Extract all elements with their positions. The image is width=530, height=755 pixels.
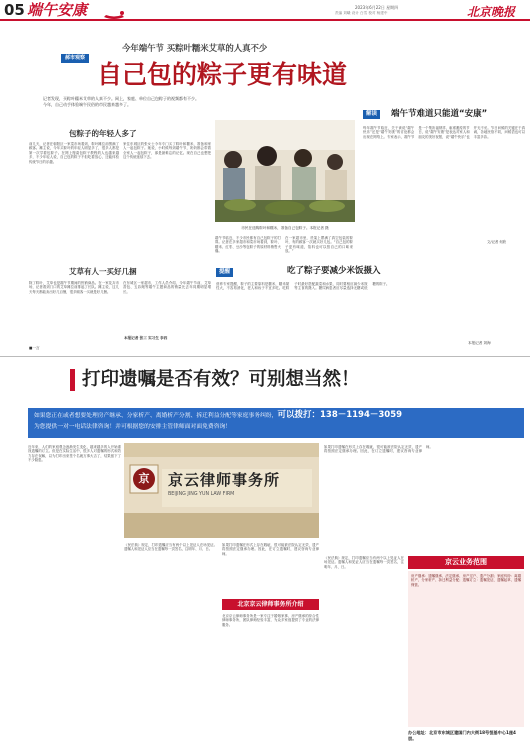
ad-separator (0, 356, 530, 357)
lede-line-1: 记者发现，买粽叶糯米艾草的人真不少。网上，家庭、单位自己包粽子的视频都有不少。 (43, 96, 199, 101)
masthead (0, 0, 530, 20)
ad-headline-text: 打印遗嘱是否有效？可别想当然！ (82, 369, 360, 390)
feature-lede (43, 96, 343, 108)
ad-article-column-5: 《民法典》规定，打印遗嘱应当有两个以上见证人在场见证。遗嘱人和见证人应当在遗嘱每一页签名，注明年、月、日。 (324, 556, 404, 569)
issue-date: 2023年6月22日 星期四 (355, 5, 399, 10)
feature-column-a: 端午节临近，不少市民都有自己包粽子的打算。记者在多家超市和菜市场看到，粽叶、糯米、红枣、豆沙等包粽子的原材料销售火爆。 (215, 236, 281, 254)
newspaper-brand: 北京晚报 (467, 5, 516, 19)
ad-article-column-2: 《民法典》规定，打印遗嘱应当有两个以上见证人在场见证。遗嘱人和见证人应当在遗嘱每一页签名，注明年、月、日。 (124, 543, 217, 552)
photo-caption: 市民在选购粽叶和糯米，准备自己包粽子。本报记者 摄 (241, 226, 329, 230)
ad-article-column-1: 近年来，人们的家庭观念逐渐发生变化，越来越多的人开始重视遗嘱的订立。但是在实际生活中，很多人对遗嘱的形式和效力存在误解，以为打印出来签个名就万事大吉了，结果留下了不少隐患。 (28, 445, 121, 463)
feature-column-b: 在一家超市里，货架上摆满了真空包装的粽叶，有的顾客一次就买好几包。“自己包的粽子更有味道，馅料也可以按自己的口味来放。” (285, 236, 353, 254)
sidebar-tag: 解读 (363, 110, 380, 119)
sub1-column-2: 家住东城区的张女士今年专门买了粽叶和糯米，准备和家人一起包粽子。她说，小时候每到端午节，奶奶都会带着全家人一起包粽子，那是最难忘的记忆。现在自己也想把这个传统延续下去。 (123, 142, 211, 160)
subhead-mugwort: 艾草有人一买好几捆 (69, 267, 137, 276)
ad-phone: 可以拨打：138－1194－3059 (277, 410, 403, 420)
dragon-boat-icon (103, 5, 125, 15)
sub1-column-1: 前几天，记者在朝阳区一家菜市场看到，粽叶摊位前围满了顾客。摊主说，今年买粽叶的年轻人明显多了，很多人都是第一次学着包粽子。在网上搜索包粽子教程的人也越来越多，不少年轻人说，自己包的粽子不但吃着放心，还能体验传统节日的乐趣。 (29, 142, 119, 164)
firm-intro-body: 北京京云律师事务所是一家专注于婚姻家事、房产继承的综合性律师事务所，团队律师经验丰富，为众多家庭提供了专业的法律服务。 (222, 614, 319, 627)
lede-line-2: 今年，自己动手体验端午民俗的市民越来越多了。 (43, 102, 131, 107)
business-scope-body: 房产继承：遗嘱继承、法定继承、房产过户、遗产分割；家庭纠纷：离婚析产、分家析产、拆迁利益分配；遗嘱订立：遗嘱见证、遗嘱起草、遗嘱保管。 (411, 574, 521, 587)
subhead-young-people: 包粽子的年轻人多了 (69, 129, 137, 138)
law-firm-name: 京云律师事务所 (168, 471, 281, 489)
editor-credits: 责编 刘曦 设计 白雪 校对 杨建中 (335, 11, 388, 15)
tips-tag: 提醒 (216, 268, 233, 277)
law-firm-logo: 京 (133, 468, 155, 490)
sidebar-body: 每年端午节临近，关于该说“端午快乐”还是“端午安康”的讨论都会出现在网络上。专家表示，端午节是一个集祈福纳祥、驱邪避疫的节日，说“端午安康”是表达对家人和朋友的美好祝愿，说“端午快乐”也并无不妥。节日问候的关键在于真诚，各地民俗不同，问候语也可以丰富多彩。 (363, 126, 525, 139)
firm-intro-title: 北京京云律师事务所介绍 (222, 599, 319, 610)
ad-consult-banner (28, 408, 524, 438)
ad-article-column-4: 如果打印遗嘱在形式上存在瑕疵，很可能被法院认定无效，遗产将按照法定继承办理。因此，在订立遗嘱时，建议咨询专业律师。 (324, 445, 433, 454)
ad-promo-tail: 为您提供一对一电话法律咨询！并可根据您的安排主管律师面对面免费咨询！ (34, 424, 232, 430)
page-number: 05 (4, 1, 25, 19)
editor-note: ■一言 (29, 346, 40, 350)
business-scope-title: 京云业务范围 (408, 556, 524, 569)
tips-byline: 本报记者 刘海 (468, 341, 491, 345)
sub2-column-2: 在东城区一家超市，工作人员介绍，今年端午节前，艾草香包、五彩绳等端午主题商品的销量比去年同期明显增长。 (123, 281, 211, 294)
tips-body: 营养专家提醒，粽子的主要原料是糯米，糯米黏性大，不容易消化，老人和孩子不宜多吃。吃粽子时最好搭配蔬菜和水果，同时要相应减少米饭等主食的摄入。糖尿病患者应尽量选择无糖或低糖的粽子。 (216, 282, 390, 291)
masthead-rule (0, 19, 530, 21)
section-title: 端午安康 (27, 1, 88, 19)
feature-tag: 郝市观察 (61, 44, 89, 63)
feature-kicker: 今年端午节 买粽叶糯米艾草的人真不少 (122, 43, 268, 53)
market-photo (215, 120, 355, 222)
law-firm-photo (124, 443, 319, 538)
sidebar-title: 端午节难道只能道“安康” (391, 109, 488, 119)
business-scope-box (408, 571, 524, 727)
ad-article-column-3: 如果打印遗嘱在形式上存在瑕疵，很可能被法院认定无效，遗产将按照法定继承办理。因此，在订立遗嘱时，建议咨询专业律师。 (222, 543, 319, 556)
feature-headline: 自己包的粽子更有味道 (96, 60, 347, 89)
tips-title: 吃了粽子要减少米饭摄入 (287, 266, 381, 276)
sub2-column-1: 除了粽叶，艾草也是端午节期间的热销商品。在一家花卉市场，记者看到门口的艾草摊位前排起了长队。摊主说，这几天每天都能卖出好几百捆，很多顾客一买就是好几捆。 (29, 281, 119, 294)
firm-address: 办公地址：北京市东城区建国门内大街18号恒基中心1座4层。 (408, 730, 516, 741)
sidebar-byline: 文/记者 何欣 (487, 240, 507, 244)
law-firm-english-name: BEIJING JING YUN LAW FIRM (168, 492, 235, 497)
story-byline: 本报记者 张三 实习生 李四 (124, 336, 168, 340)
ad-headline-bar (70, 369, 75, 391)
ad-promo-text: 如果您正在或者想要处理房产继承、分家析产、离婚析产分割、拆迁利益分配等家庭事务纠纷， (34, 413, 278, 419)
